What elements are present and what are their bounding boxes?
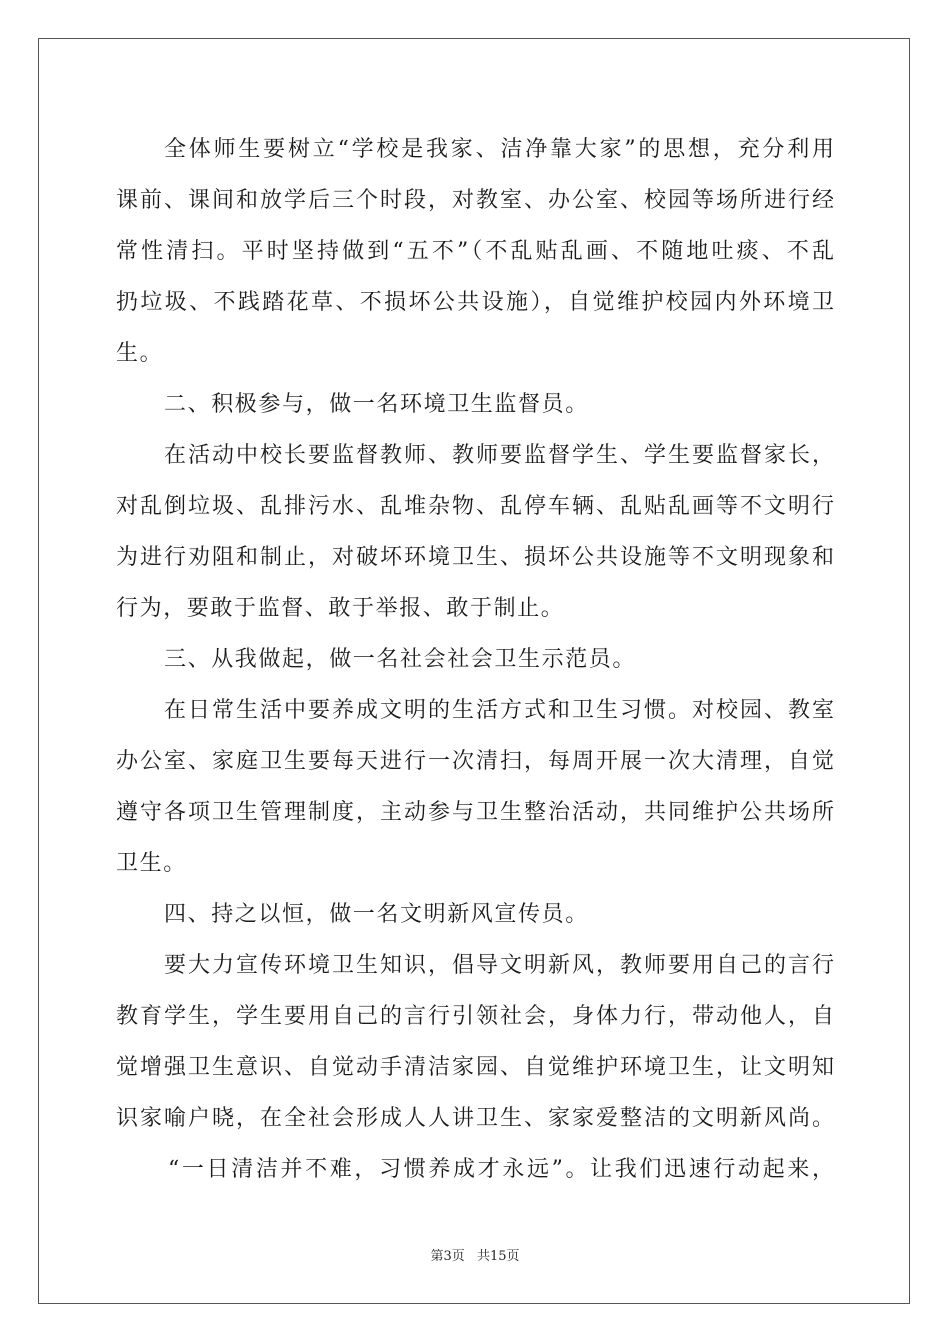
text-line: 常性清扫。平时坚持做到“五不”（不乱贴乱画、不随地吐痰、不乱 xyxy=(116,239,834,264)
page-footer xyxy=(0,1245,950,1264)
text-line: “一日清洁并不难，习惯养成才永远”。让我们迅速行动起来， xyxy=(168,1157,834,1182)
text-line: 行为，要敢于监督、敢于举报、敢于制止。 xyxy=(116,596,565,621)
text-line: 遵守各项卫生管理制度，主动参与卫生整治活动，共同维护公共场所 xyxy=(116,800,834,825)
document-body xyxy=(116,124,834,1195)
text-line: 在日常生活中要养成文明的生活方式和卫生习惯。对校园、教室 xyxy=(164,698,834,723)
text-line: 觉增强卫生意识、自觉动手清洁家园、自觉维护环境卫生，让文明知 xyxy=(116,1055,834,1080)
text-line: 为进行劝阻和制止，对破坏环境卫生、损坏公共设施等不文明现象和 xyxy=(116,545,834,570)
text-line: 教育学生，学生要用自己的言行引领社会，身体力行，带动他人，自 xyxy=(116,1004,834,1029)
text-line: 对乱倒垃圾、乱排污水、乱堆杂物、乱停车辆、乱贴乱画等不文明行 xyxy=(116,494,834,519)
section-heading: 二、积极参与，做一名环境卫生监督员。 xyxy=(164,392,589,417)
text-line: 卫生。 xyxy=(116,851,187,876)
text-line: 生。 xyxy=(116,341,164,366)
total-pages: 共15页 xyxy=(476,1249,520,1264)
page-number: 第3页 xyxy=(430,1249,465,1264)
section-heading: 三、从我做起，做一名社会社会卫生示范员。 xyxy=(164,647,637,672)
text-line: 识家喻户晓，在全社会形成人人讲卫生、家家爱整洁的文明新风尚。 xyxy=(116,1106,834,1131)
section-heading: 四、持之以恒，做一名文明新风宣传员。 xyxy=(164,902,589,927)
text-line: 办公室、家庭卫生要每天进行一次清扫，每周开展一次大清理，自觉 xyxy=(116,749,834,774)
text-line: 课前、课间和放学后三个时段，对教室、办公室、校园等场所进行经 xyxy=(116,188,834,213)
text-line: 在活动中校长要监督教师、教师要监督学生、学生要监督家长， xyxy=(164,443,834,468)
text-line: 扔垃圾、不践踏花草、不损坏公共设施），自觉维护校园内外环境卫 xyxy=(116,290,834,315)
text-line: 全体师生要树立“学校是我家、洁净靠大家”的思想，充分利用 xyxy=(164,137,834,162)
text-line: 要大力宣传环境卫生知识，倡导文明新风，教师要用自己的言行 xyxy=(164,953,834,978)
